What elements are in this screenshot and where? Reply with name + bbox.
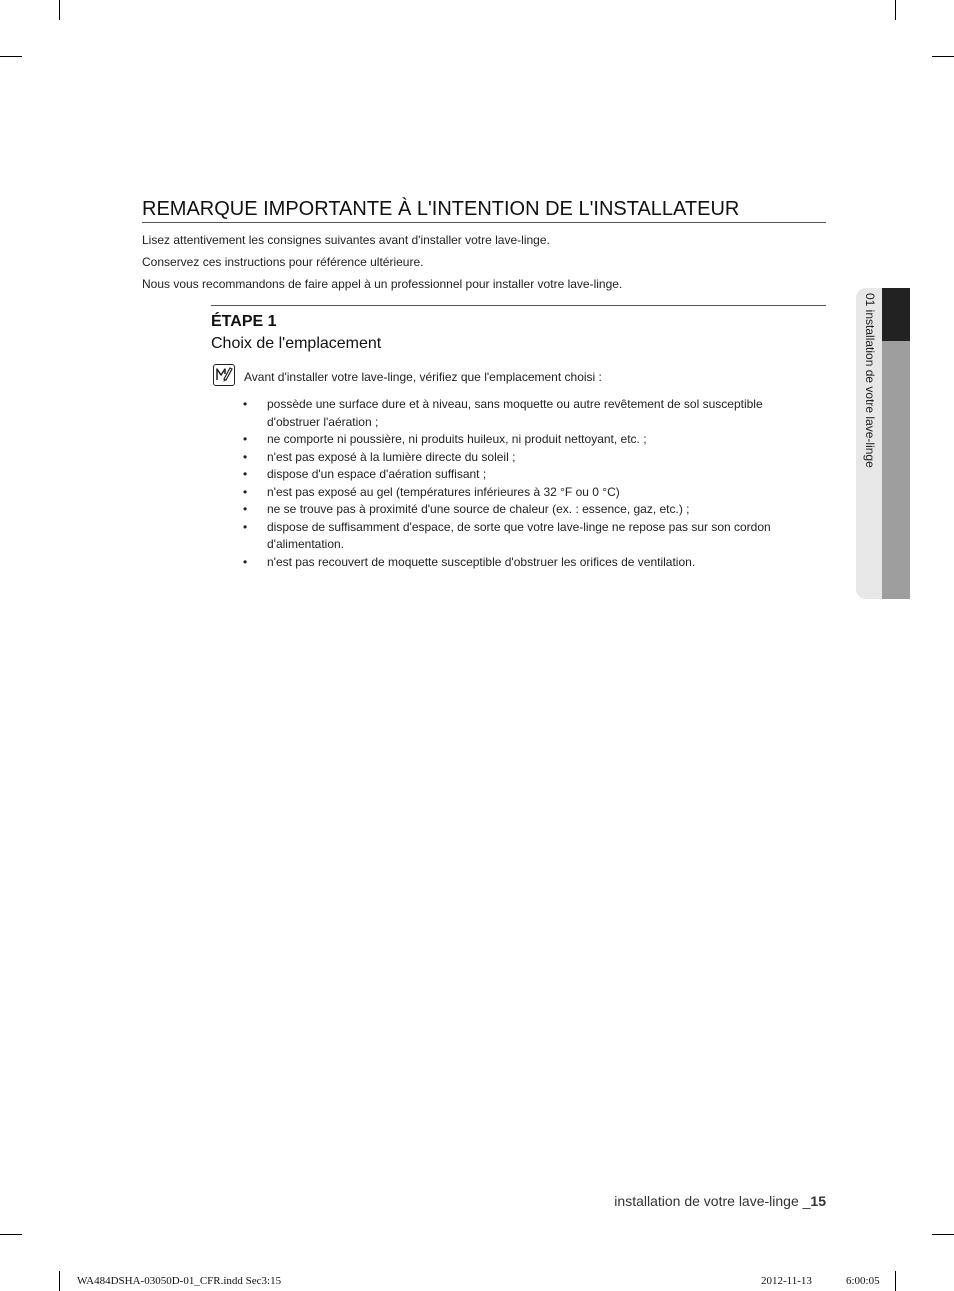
- list-item: • n'est pas recouvert de moquette susceptible d'obstruer les orifices de ventilation.: [243, 554, 818, 572]
- crop-mark: [895, 1271, 896, 1291]
- crop-mark: [0, 56, 22, 57]
- bullet-symbol: •: [243, 467, 248, 481]
- intro-line: Conservez ces instructions pour référence ultérieure.: [142, 255, 424, 269]
- step-label: ÉTAPE 1: [211, 313, 277, 330]
- footer-chapter: installation de votre lave-linge _: [614, 1193, 811, 1209]
- crop-mark: [932, 1234, 954, 1235]
- list-item: • n'est pas exposé au gel (températures inférieures à 32 °F ou 0 °C): [243, 484, 818, 502]
- list-item: • ne comporte ni poussière, ni produits huileux, ni produit nettoyant, etc. ;: [243, 431, 818, 449]
- bullet-symbol: •: [243, 519, 248, 534]
- chapter-tab-marker: [882, 288, 910, 341]
- step-divider: [211, 305, 826, 306]
- crop-mark: [895, 0, 896, 20]
- crop-mark: [0, 1234, 22, 1235]
- intro-line: Lisez attentivement les consignes suivantes avant d'installer votre lave-linge.: [142, 233, 550, 247]
- page-number: 15: [810, 1193, 826, 1209]
- requirements-list: [243, 396, 818, 571]
- crop-mark: [59, 1271, 60, 1291]
- print-slug-date: 2012-11-13: [761, 1275, 812, 1287]
- bullet-symbol: •: [243, 502, 248, 516]
- bullet-symbol: •: [243, 432, 248, 446]
- list-item: • possède une surface dure et à niveau, sans moquette ou autre revêtement de sol susceptible d'obstruer l'aération ;: [243, 397, 763, 429]
- title-divider: [142, 222, 826, 223]
- bullet-symbol: •: [243, 484, 248, 499]
- bullet-symbol: •: [243, 397, 248, 411]
- list-item: • dispose de suffisamment d'espace, de sorte que votre lave-linge ne repose pas sur son cordon d'alimentation.: [243, 519, 771, 551]
- note-text: Avant d'installer votre lave-linge, vérifiez que l'emplacement choisi :: [244, 370, 602, 384]
- list-item: • dispose d'un espace d'aération suffisant ;: [243, 466, 818, 484]
- page-footer: [614, 1192, 826, 1210]
- bullet-symbol: •: [243, 449, 248, 464]
- print-slug-file: WA484DSHA-03050D-01_CFR.indd Sec3:15: [77, 1275, 282, 1287]
- note-pencil-icon: [213, 364, 235, 386]
- step-subtitle: Choix de l'emplacement: [211, 335, 382, 352]
- intro-line: Nous vous recommandons de faire appel à un professionnel pour installer votre lave-linge.: [142, 277, 623, 291]
- bullet-symbol: •: [243, 554, 248, 569]
- print-slug-time: 6:00:05: [846, 1275, 880, 1287]
- chapter-tab-bar: [882, 341, 910, 599]
- list-item: • n'est pas exposé à la lumière directe du soleil ;: [243, 449, 818, 467]
- chapter-side-label: 01 installation de votre lave-linge: [863, 293, 877, 468]
- crop-mark: [932, 56, 954, 57]
- section-title: REMARQUE IMPORTANTE À L'INTENTION DE L'INSTALLATEUR: [142, 198, 740, 220]
- list-item: • ne se trouve pas à proximité d'une source de chaleur (ex. : essence, gaz, etc.) ;: [243, 501, 818, 519]
- crop-mark: [59, 0, 60, 20]
